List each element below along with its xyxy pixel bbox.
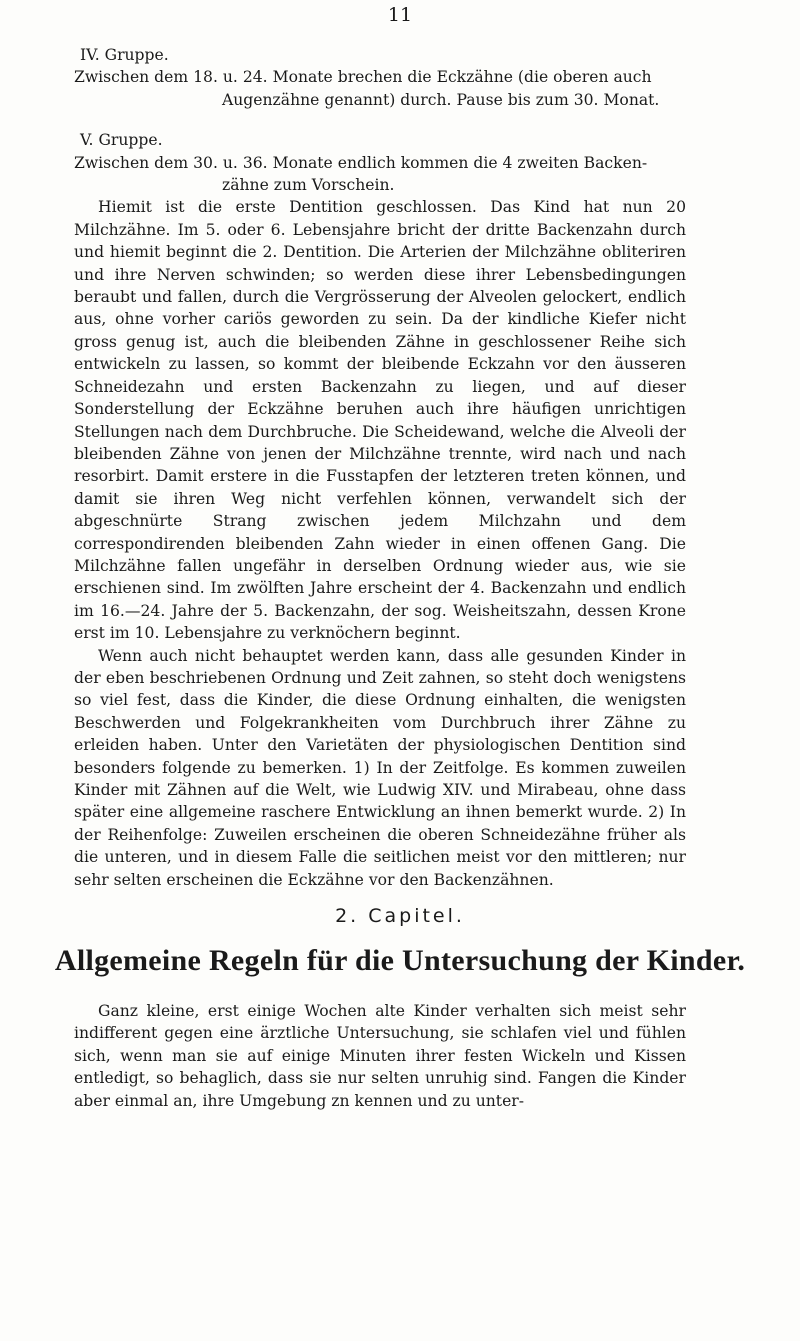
group-v-continuation: zähne zum Vorschein.	[222, 176, 395, 195]
chapter-paragraph: Ganz kleine, erst einige Wochen alte Kinder verhalten sich meist sehr indifferent gegen eine ärztliche Untersuchung, sie schlafen viel und fühlen sich, wenn man sie auf einige Minuten ihrer festen Wickeln und Kissen entledigt, so behaglich, dass sie nur selten unruhig sind. Fangen die Kinder aber einmal an, ihre Umgebung zn kennen und zu unter-	[74, 1002, 686, 1110]
body-paragraph: Hiemit ist die erste Dentition geschlossen. Das Kind hat nun 20 Milchzähne. Im 5. oder 6. Lebensjahre bricht der dritte Backenzahn durch und hiemit beginnt die 2. Dentition. Die Arterien der Milchzähne obliteriren und ihre Nerven schwinden; so werden diese ihrer Lebensbedingungen beraubt und fallen, durch die Vergrösserung der Alveolen gelockert, endlich aus, ohne vorher cariös geworden zu sein. Da der kindliche Kiefer nicht gross genug ist, auch die bleibenden Zähne in geschlossener Reihe sich entwickeln zu lassen, so kommt der bleibende Eckzahn vor den äusseren Schneidezahn und ersten Backenzahn zu liegen, und auf dieser Sonderstellung der Eckzähne beruhen auch ihre häufigen unrichtigen Stellungen nach dem Durchbruche. Die Scheidewand, welche die Alveoli der bleibenden Zähne von jenen der Milchzähne trennte, wird nach und nach resorbirt. Damit erstere in die Fusstapfen der letzteren treten können, und damit sie ihren Weg nicht verfehlen können, verwandelt sich der abgeschnürte Strang zwischen jedem Milchzahn und dem correspondirenden bleibenden Zahn wieder in einen offenen Gang. Die Milchzähne fallen ungefähr in derselben Ordnung wieder aus, wie sie erschienen sind. Im zwölften Jahre erscheint der 4. Backenzahn und endlich im 16.—24. Jahre der 5. Backenzahn, der sog. Weisheitszahn, dessen Krone erst im 10. Lebensjahre zu verknöchern beginnt.	[74, 198, 686, 643]
page-number: 11	[387, 4, 413, 26]
chapter-body	[74, 1000, 686, 1112]
group-iv-section	[74, 44, 686, 111]
section-gap	[74, 111, 686, 129]
chapter-title: Allgemeine Regeln für die Untersuchung der Kinder.	[54, 944, 746, 977]
page-body	[74, 44, 686, 891]
group-v-section	[74, 129, 686, 196]
group-iv-heading: IV. Gruppe.	[80, 46, 169, 64]
group-v-lead: Zwischen dem 30. u. 36. Monate endlich kommen die 4 zweiten Backen-	[74, 153, 648, 172]
group-iv-continuation: Augenzähne genannt) durch. Pause bis zum 30. Monat.	[222, 90, 660, 109]
chapter-number: 2. Capitel.	[335, 905, 465, 927]
body-paragraph: Wenn auch nicht behauptet werden kann, dass alle gesunden Kinder in der eben beschriebenen Ordnung und Zeit zahnen, so steht doch wenigstens so viel fest, dass die Kinder, die diese Ordnung einhalten, die wenigsten Beschwerden und Folgekrankheiten vom Durchbruch ihrer Zähne zu erleiden haben. Unter den Varietäten der physiologischen Dentition sind besonders folgende zu bemerken. 1) In der Zeitfolge. Es kommen zuweilen Kinder mit Zähnen auf die Welt, wie Ludwig XIV. und Mirabeau, ohne dass später eine allgemeine raschere Entwicklung an ihnen bemerkt wurde. 2) In der Reihenfolge: Zuweilen erscheinen die oberen Schneidezähne früher als die unteren, und in diesem Falle die seitlichen meist vor den mittleren; nur sehr selten erscheinen die Eckzähne vor den Backenzähnen.	[74, 646, 686, 889]
group-iv-lead: Zwischen dem 18. u. 24. Monate brechen die Eckzähne (die oberen auch	[74, 68, 652, 87]
group-v-heading: V. Gruppe.	[80, 131, 163, 150]
